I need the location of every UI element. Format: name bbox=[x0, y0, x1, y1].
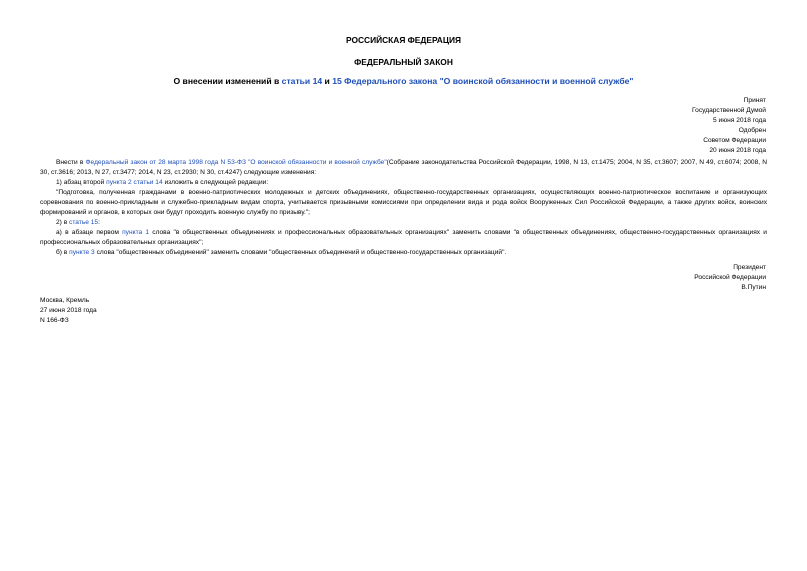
item-1-link[interactable]: пункта 2 статьи 14 bbox=[106, 179, 163, 186]
item-1-prefix: 1) абзац второй bbox=[56, 179, 107, 186]
item-2-suffix: : bbox=[98, 219, 100, 226]
signature-title: Президент bbox=[733, 264, 766, 271]
sub-a-suffix: слова "в общественных объединениях и профессиональных образовательных организациях" заменить словами "в общественных объединениях, общественно-государственных организациях и профессиональных образовательных организациях"; bbox=[40, 229, 767, 246]
signature-block bbox=[694, 263, 766, 293]
item-2 bbox=[40, 218, 767, 228]
sub-item-a bbox=[40, 228, 767, 248]
title-prefix: О внесении изменений в bbox=[173, 76, 282, 86]
signing-place: Москва, Кремль bbox=[40, 297, 90, 304]
law-number: N 166-ФЗ bbox=[40, 317, 69, 324]
intro-paragraph bbox=[40, 158, 767, 178]
sub-b-prefix: б) в bbox=[56, 249, 70, 256]
item-1 bbox=[40, 178, 767, 188]
doc-type-heading: ФЕДЕРАЛЬНЫЙ ЗАКОН bbox=[354, 57, 453, 67]
sub-a-link[interactable]: пункта 1 bbox=[122, 229, 150, 236]
signing-date: 27 июня 2018 года bbox=[40, 307, 97, 314]
approved-label: Одобрен bbox=[738, 127, 766, 134]
law-link[interactable]: Федеральный закон от 28 марта 1998 года N 53-ФЗ "О воинской обязанности и военной службе" bbox=[85, 159, 387, 166]
sub-a-prefix: а) в абзаце первом bbox=[56, 229, 123, 236]
sub-item-b bbox=[40, 248, 767, 258]
adopted-label: Принят bbox=[743, 97, 766, 104]
place-date-block bbox=[40, 296, 97, 326]
item-2-link[interactable]: статье 15 bbox=[69, 219, 99, 226]
sub-b-suffix: слова "общественных объединений" заменить словами "общественных объединений и общественно-государственных организаций". bbox=[94, 249, 507, 256]
law-body bbox=[40, 158, 767, 258]
approved-date: 20 июня 2018 года bbox=[709, 147, 766, 154]
title-link-article-14[interactable]: статьи 14 bbox=[281, 76, 323, 86]
approved-by: Советом Федерации bbox=[703, 137, 766, 144]
intro-suffix: (Собрание законодательства Российской Федерации, 1998, N 13, ст.1475; 2004, N 35, ст.3607; 2007, N 49, ст.6074; 2008, N 30, ст.3616; 2013, N 27, ст.3477; 2014, N 23, ст.2930; N 30, ст.4247) следующие изменения: bbox=[40, 159, 767, 176]
intro-prefix: Внести в bbox=[56, 159, 86, 166]
document-title bbox=[0, 76, 807, 87]
signature-country: Российской Федерации bbox=[694, 274, 766, 281]
item-1-suffix: изложить в следующей редакции: bbox=[162, 179, 269, 186]
item-2-prefix: 2) в bbox=[56, 219, 70, 226]
quoted-text: "Подготовка, полученная гражданами в военно-патриотических молодежных и детских объединениях, общественно-государственных организациях, осуществляющих военно-патриотическое воспитание и организующих соревнования по военно-прикладным и служебно-прикладным видам спорта, учитывается призывными комиссиями при определении вида и рода войск Вооруженных Сил Российской Федерации, а также других войск, воинских формирований и органов, в которых они будут проходить военную службу по призыву."; bbox=[40, 189, 767, 216]
title-mid: и bbox=[322, 76, 333, 86]
signature-name: В.Путин bbox=[741, 284, 766, 291]
sub-b-link[interactable]: пункте 3 bbox=[69, 249, 95, 256]
title-link-law[interactable]: 15 Федерального закона "О воинской обязанности и военной службе" bbox=[332, 76, 634, 86]
adopted-by: Государственной Думой bbox=[692, 107, 766, 114]
country-heading: РОССИЙСКАЯ ФЕДЕРАЦИЯ bbox=[345, 35, 462, 45]
adopted-date: 5 июня 2018 года bbox=[713, 117, 766, 124]
adoption-block bbox=[692, 96, 766, 156]
